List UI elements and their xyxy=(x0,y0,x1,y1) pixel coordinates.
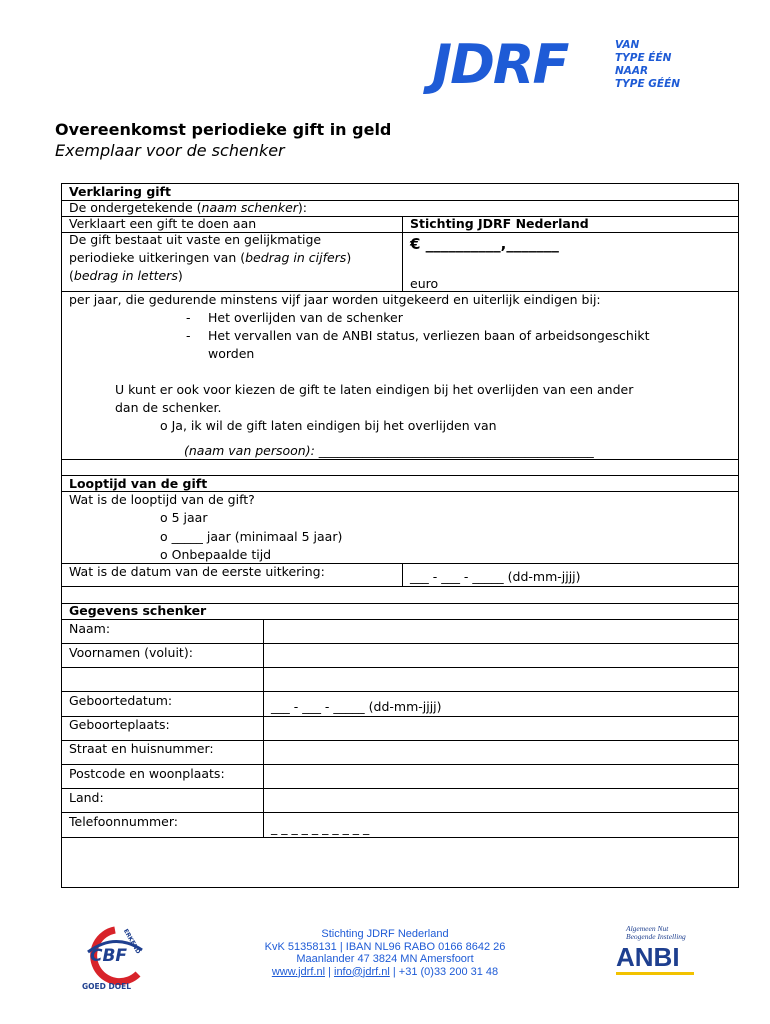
page-title: Overeenkomst periodieke gift in geld xyxy=(55,120,392,139)
gift-description-3 xyxy=(69,268,183,284)
field-label-voornamen: Voornamen (voluit): xyxy=(69,645,193,660)
field-label-straat: Straat en huisnummer: xyxy=(69,741,214,756)
amount-digits-prefix: periodieke uitkeringen van ( xyxy=(69,250,246,265)
row-line xyxy=(61,764,739,765)
duration-question: Wat is de looptijd van de gift? xyxy=(69,492,255,507)
footer-kvk-iban: KvK 51358131 | IBAN NL96 RABO 0166 8642 26 xyxy=(264,940,506,953)
anbi-top-line-2: Beogende Instelling xyxy=(626,932,686,941)
row-line xyxy=(61,586,739,587)
amount-letters-italic: bedrag in letters xyxy=(73,268,178,283)
person-name-label: (naam van persoon): xyxy=(184,443,315,458)
end-condition-1: Het overlijden van de schenker xyxy=(208,310,403,325)
amount-letters-prefix: ( xyxy=(69,268,74,283)
duration-option-custom[interactable]: o _____ jaar (minimaal 5 jaar) xyxy=(160,529,343,544)
first-payment-date-field[interactable]: ___ - ___ - _____ (dd-mm-jjjj) xyxy=(410,569,581,584)
field-label-geboorteplaats: Geboorteplaats: xyxy=(69,717,170,732)
duration-option-indefinite[interactable]: o Onbepaalde tijd xyxy=(160,547,272,562)
section-heading-schenker: Gegevens schenker xyxy=(69,603,207,618)
section-heading-looptijd: Looptijd van de gift xyxy=(69,476,208,491)
field-label-land: Land: xyxy=(69,790,104,805)
cbf-erkend-logo xyxy=(80,924,150,996)
logo-tagline-1: VAN xyxy=(615,39,640,51)
end-condition-2: Het vervallen van de ANBI status, verliezen baan of arbeidsongeschikt xyxy=(208,328,650,343)
logo-tagline-4: TYPE GÉÉN xyxy=(615,78,681,90)
per-year-text: per jaar, die gedurende minstens vijf jaar worden uitgekeerd en uiterlijk eindigen bij: xyxy=(69,292,601,307)
undersigned-label xyxy=(69,200,307,216)
currency-label: euro xyxy=(410,276,439,291)
undersigned-italic: naam schenker xyxy=(201,200,298,215)
logo-brand: JDRF xyxy=(432,33,568,96)
row-line xyxy=(61,691,739,692)
logo-tagline xyxy=(615,39,680,91)
cbf-caption: GOED DOEL xyxy=(82,982,131,991)
page-subtitle: Exemplaar voor de schenker xyxy=(55,141,285,160)
gift-declaration-label: Verklaart een gift te doen aan xyxy=(69,216,257,231)
column-line xyxy=(402,216,403,291)
footer-org: Stichting JDRF Nederland xyxy=(321,928,449,940)
recipient-name: Stichting JDRF Nederland xyxy=(410,216,589,231)
footer-contact xyxy=(230,966,540,979)
anbi-letters: ANBI xyxy=(616,942,680,972)
amount-digits-suffix: ) xyxy=(346,250,352,265)
column-line xyxy=(402,563,403,586)
row-line xyxy=(61,812,739,813)
footer-phone: | +31 (0)33 200 31 48 xyxy=(389,965,499,978)
anbi-underline xyxy=(616,972,694,975)
row-line xyxy=(61,643,739,644)
undersigned-prefix: De ondergetekende ( xyxy=(69,200,202,215)
anbi-top-line: Algemeen Nut xyxy=(626,924,669,933)
row-line xyxy=(61,837,739,838)
gift-description-2 xyxy=(69,250,351,266)
anbi-logo xyxy=(612,924,702,984)
duration-option-5-years[interactable]: o 5 jaar xyxy=(160,510,208,525)
amount-letters-suffix: ) xyxy=(177,268,183,283)
website-link[interactable]: www.jdrf.nl xyxy=(271,965,326,978)
phone-field[interactable]: _ _ _ _ _ _ _ _ _ _ xyxy=(271,820,370,835)
amount-field[interactable]: € __________,_______ xyxy=(410,235,559,253)
logo-tagline-2: TYPE ÉÉN xyxy=(615,52,672,64)
end-condition-2-cont: worden xyxy=(208,346,255,361)
person-name-line[interactable]: ____________________________________________ xyxy=(314,443,594,458)
field-label-naam: Naam: xyxy=(69,621,111,636)
row-line xyxy=(61,788,739,789)
jdrf-logo xyxy=(432,33,692,96)
footer xyxy=(230,928,540,978)
undersigned-suffix: ): xyxy=(297,200,307,215)
option-checkbox-ja[interactable]: o Ja, ik wil de gift laten eindigen bij het overlijden van xyxy=(160,418,497,433)
bullet-dash: - xyxy=(186,328,191,343)
footer-address: Maanlander 47 3824 MN Amersfoort xyxy=(296,953,474,965)
gift-description-1: De gift bestaat uit vaste en gelijkmatige xyxy=(69,232,322,247)
row-line xyxy=(61,459,739,460)
cbf-letters: CBF xyxy=(90,946,128,966)
bullet-dash: - xyxy=(186,310,191,325)
logo-tagline-3: NAAR xyxy=(615,65,649,77)
cbf-erkend: ERKEND xyxy=(121,927,142,956)
amount-digits-italic: bedrag in cijfers xyxy=(245,250,347,265)
option-text-2: dan de schenker. xyxy=(115,400,222,415)
first-payment-question: Wat is de datum van de eerste uitkering: xyxy=(69,564,325,579)
field-label-postcode: Postcode en woonplaats: xyxy=(69,766,225,781)
row-line xyxy=(61,619,739,620)
section-heading-verklaring: Verklaring gift xyxy=(69,184,171,199)
footer-sep: | xyxy=(325,965,334,978)
column-line xyxy=(263,619,264,837)
field-label-telefoon: Telefoonnummer: xyxy=(69,814,179,829)
birthdate-field[interactable]: ___ - ___ - _____ (dd-mm-jjjj) xyxy=(271,699,442,714)
row-line xyxy=(61,667,739,668)
person-name-field[interactable] xyxy=(184,443,594,459)
option-text-1: U kunt er ook voor kiezen de gift te laten eindigen bij het overlijden van een ander xyxy=(115,382,634,397)
field-label-geboortedatum: Geboortedatum: xyxy=(69,693,173,708)
email-link[interactable]: info@jdrf.nl xyxy=(334,965,390,978)
